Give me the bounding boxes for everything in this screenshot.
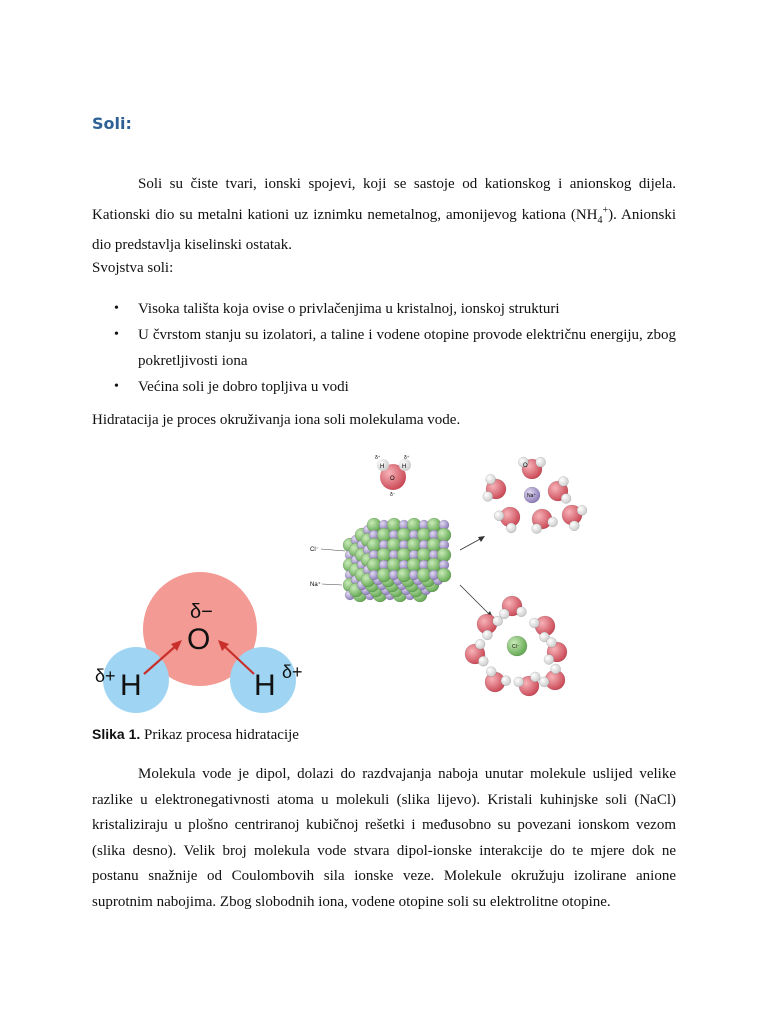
h-label: H [380, 464, 385, 470]
water-hydrogen [529, 618, 539, 628]
water-molecule-diagram [90, 584, 320, 714]
hydrated-na-cluster [483, 457, 587, 533]
list-item [92, 322, 676, 374]
water-hydrogen [532, 524, 542, 534]
section-heading: Soli: [92, 114, 132, 133]
caption-text: Prikaz procesa hidratacije [140, 727, 299, 743]
free-water-molecule [375, 455, 411, 498]
water-hydrogen [499, 609, 509, 619]
bullet-icon: • [114, 379, 119, 394]
arrowhead [478, 536, 485, 542]
water-hydrogen [501, 676, 511, 686]
list-item [92, 296, 676, 322]
bullet-text: U čvrstom stanju su izolatori, a taline i vodene otopine provode električnu energiju, zbog pokretljivosti iona [138, 327, 676, 369]
delta-plus-label-left: δ+ [95, 666, 116, 686]
water-hydrogen [483, 491, 493, 501]
cl-pointer [321, 549, 345, 551]
delta-plus-small: δ⁺ [404, 455, 410, 461]
hydrated-cl-cluster [465, 596, 567, 696]
water-hydrogen [486, 667, 496, 677]
intro-subscript: 4 [597, 214, 603, 226]
water-hydrogen [486, 474, 496, 484]
bullet-icon: • [114, 327, 119, 342]
oxygen-symbol: O [187, 623, 211, 656]
hydrogen-symbol-left: H [120, 669, 142, 702]
o-label: O [390, 476, 395, 482]
intro-superscript: + [602, 204, 609, 216]
delta-minus-small: δ⁻ [390, 492, 396, 498]
delta-minus-label: δ− [190, 601, 213, 623]
water-hydrogen [536, 457, 546, 467]
water-hydrogen [577, 505, 587, 515]
intro-text-part2: ). Anionski dio predstavlja kiselinski ostatak. [92, 206, 676, 253]
water-hydrogen [544, 655, 554, 665]
na-ion-label: Na⁺ [527, 493, 537, 499]
water-hydrogen [506, 523, 516, 533]
nacl-crystal-lattice [343, 518, 451, 602]
water-hydrogen [478, 656, 488, 666]
figure-caption [92, 726, 299, 744]
cl-label: Cl⁻ [310, 547, 319, 553]
cl-ion-label: Cl⁻ [512, 644, 520, 650]
water-hydrogen [561, 493, 571, 503]
bullet-icon: • [114, 301, 119, 316]
intro-text-part1: Soli su čiste tvari, ionski spojevi, koji se sastoje od kationskog i anionskog dijela. Kationski dio su metalni kationi uz iznimku nemetalnog, amonijevog kationa (NH [92, 176, 676, 223]
nacl-hydration-diagram [310, 450, 585, 710]
bullet-text: Većina soli je dobro topljiva u vodi [138, 379, 349, 395]
water-hydrogen [547, 637, 557, 647]
water-hydrogen [514, 677, 524, 687]
na-label: Na⁺ [310, 582, 321, 588]
hydration-sentence: Hidratacija je proces okruživanja iona soli molekulama vode. [92, 412, 461, 428]
water-hydrogen [551, 664, 561, 674]
hydrogen-symbol-right: H [254, 669, 276, 702]
bullet-text: Visoka tališta koja ovise o privlačenjima u kristalnoj, ionskoj strukturi [138, 301, 560, 317]
closing-paragraph: Molekula vode je dipol, dolazi do razdvajanja naboja unutar molekule uslijed velike razlike u elektronegativnosti atoma u molekuli (slika lijevo). Kristali kuhinjske soli (NaCl) kristaliziraju u plošno centriranoj kubičnoj rešetki i međusobno su povezani ionskom vezom (slika desno). Velik broj molekula vode stvara dipol-ionske interakcije do te mjere dok ne postanu snažnije od Coulombovih sila ionske veze. Molekule okružuju izolirane anione suprotnim nabojima. Zbog slobodnih iona, vodene otopine soli su elektrolitne otopine. [92, 766, 676, 910]
list-item [92, 374, 676, 400]
cl-ion-sphere [437, 568, 451, 582]
caption-label: Slika 1. [92, 726, 141, 742]
arrow-to-cl-cluster [460, 585, 490, 615]
water-hydrogen [569, 521, 579, 531]
water-hydrogen [516, 607, 526, 617]
properties-title: Svojstva soli: [92, 260, 174, 276]
water-hydrogen [548, 517, 558, 527]
water-hydrogen [539, 677, 549, 687]
intro-paragraph [92, 172, 676, 259]
arrow-to-na-cluster [460, 538, 482, 550]
water-hydrogen [475, 639, 485, 649]
delta-plus-small: δ⁺ [375, 455, 381, 461]
water-hydrogen [530, 672, 540, 682]
properties-list [92, 296, 676, 400]
water-hydrogen [494, 511, 504, 521]
water-hydrogen [482, 630, 492, 640]
h-label: H [402, 464, 407, 470]
delta-plus-label-right: δ+ [282, 662, 303, 682]
o-label: O [523, 463, 528, 469]
water-hydrogen [558, 476, 568, 486]
na-pointer [322, 584, 342, 585]
